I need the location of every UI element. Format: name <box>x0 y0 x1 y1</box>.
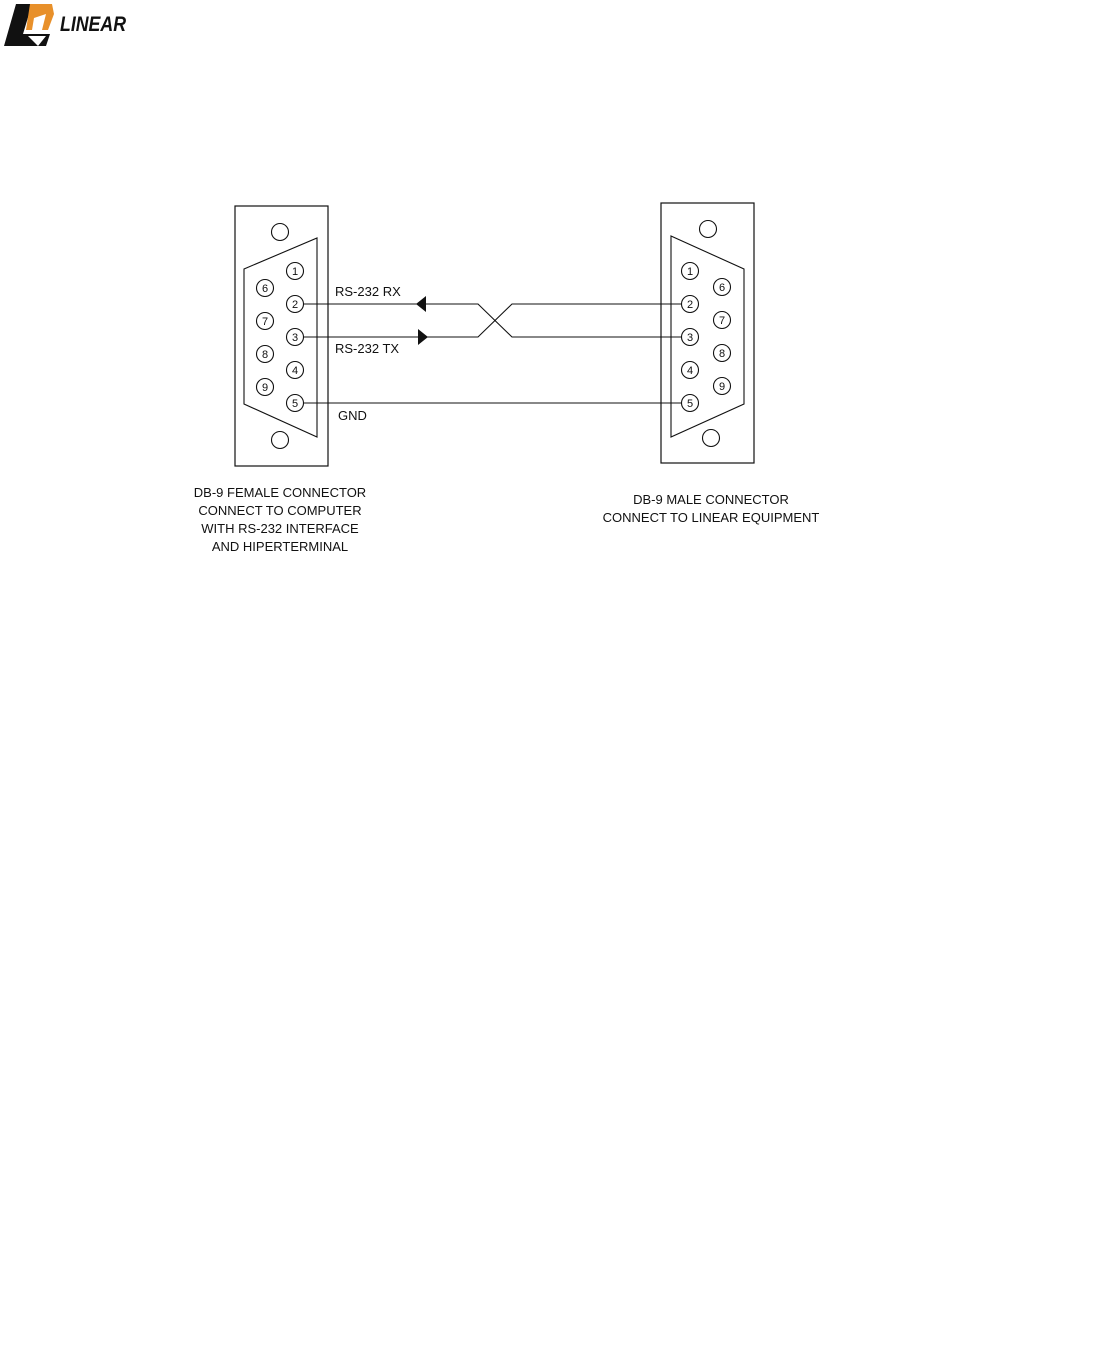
female-pin-7 <box>257 313 274 330</box>
caption-line: WITH RS-232 INTERFACE <box>201 521 359 536</box>
caption-line: DB-9 FEMALE CONNECTOR <box>193 485 367 500</box>
female-pin-9 <box>257 379 274 396</box>
male-pin-3-label: 3 <box>686 332 694 344</box>
male-pin-1-label: 1 <box>686 266 694 278</box>
male-pin-9 <box>714 378 731 395</box>
female-pin-8 <box>257 346 274 363</box>
female-pin-1 <box>287 263 304 280</box>
male-pin-7 <box>714 312 731 329</box>
wire-tx <box>304 304 681 337</box>
male-pin-9-label: 9 <box>718 381 726 393</box>
female-pin-3 <box>287 329 304 346</box>
signal-label-tx: RS-232 TX <box>335 341 400 356</box>
female-pin-6-label: 6 <box>261 283 269 295</box>
male-connector-frame <box>661 203 754 463</box>
female-connector-caption <box>160 484 400 556</box>
female-pin-9-label: 9 <box>261 382 269 394</box>
tx-arrow-icon <box>418 329 428 345</box>
female-connector-frame <box>235 206 328 466</box>
male-pin-8 <box>714 345 731 362</box>
female-pin-2 <box>287 296 304 313</box>
male-pin-4-label: 4 <box>686 365 694 377</box>
female-mount-hole-top <box>272 224 289 241</box>
male-pin-3 <box>682 329 699 346</box>
male-pin-5 <box>682 395 699 412</box>
male-pin-7-label: 7 <box>718 315 726 327</box>
caption-line: DB-9 MALE CONNECTOR <box>633 492 789 507</box>
signal-label-gnd: GND <box>338 408 367 423</box>
signal-label-rx: RS-232 RX <box>335 284 401 299</box>
male-pin-4 <box>682 362 699 379</box>
rx-arrow-icon <box>416 296 426 312</box>
wire-rx <box>304 304 681 337</box>
caption-line: CONNECT TO COMPUTER <box>198 503 362 518</box>
logo-text: LINEAR <box>60 13 127 36</box>
male-pin-2-label: 2 <box>686 299 694 311</box>
female-pin-4 <box>287 362 304 379</box>
male-pin-2 <box>682 296 699 313</box>
female-pin-3-label: 3 <box>291 332 299 344</box>
male-mount-hole-bottom <box>703 430 720 447</box>
female-pin-7-label: 7 <box>261 316 269 328</box>
male-pin-6-label: 6 <box>718 282 726 294</box>
female-pin-1-label: 1 <box>291 266 299 278</box>
male-connector-caption <box>580 491 842 527</box>
female-pin-2-label: 2 <box>291 299 299 311</box>
caption-line: CONNECT TO LINEAR EQUIPMENT <box>602 510 820 525</box>
caption-line: AND HIPERTERMINAL <box>211 539 349 554</box>
female-mount-hole-bottom <box>272 432 289 449</box>
male-pin-8-label: 8 <box>718 348 726 360</box>
female-pin-8-label: 8 <box>261 349 269 361</box>
male-connector <box>661 203 754 463</box>
female-pin-6 <box>257 280 274 297</box>
male-pin-5-label: 5 <box>686 398 694 410</box>
female-pin-5-label: 5 <box>291 398 299 410</box>
male-pin-1 <box>682 263 699 280</box>
female-pin-4-label: 4 <box>291 365 299 377</box>
male-pin-6 <box>714 279 731 296</box>
female-connector <box>235 206 328 466</box>
male-mount-hole-top <box>700 221 717 238</box>
female-pin-5 <box>287 395 304 412</box>
